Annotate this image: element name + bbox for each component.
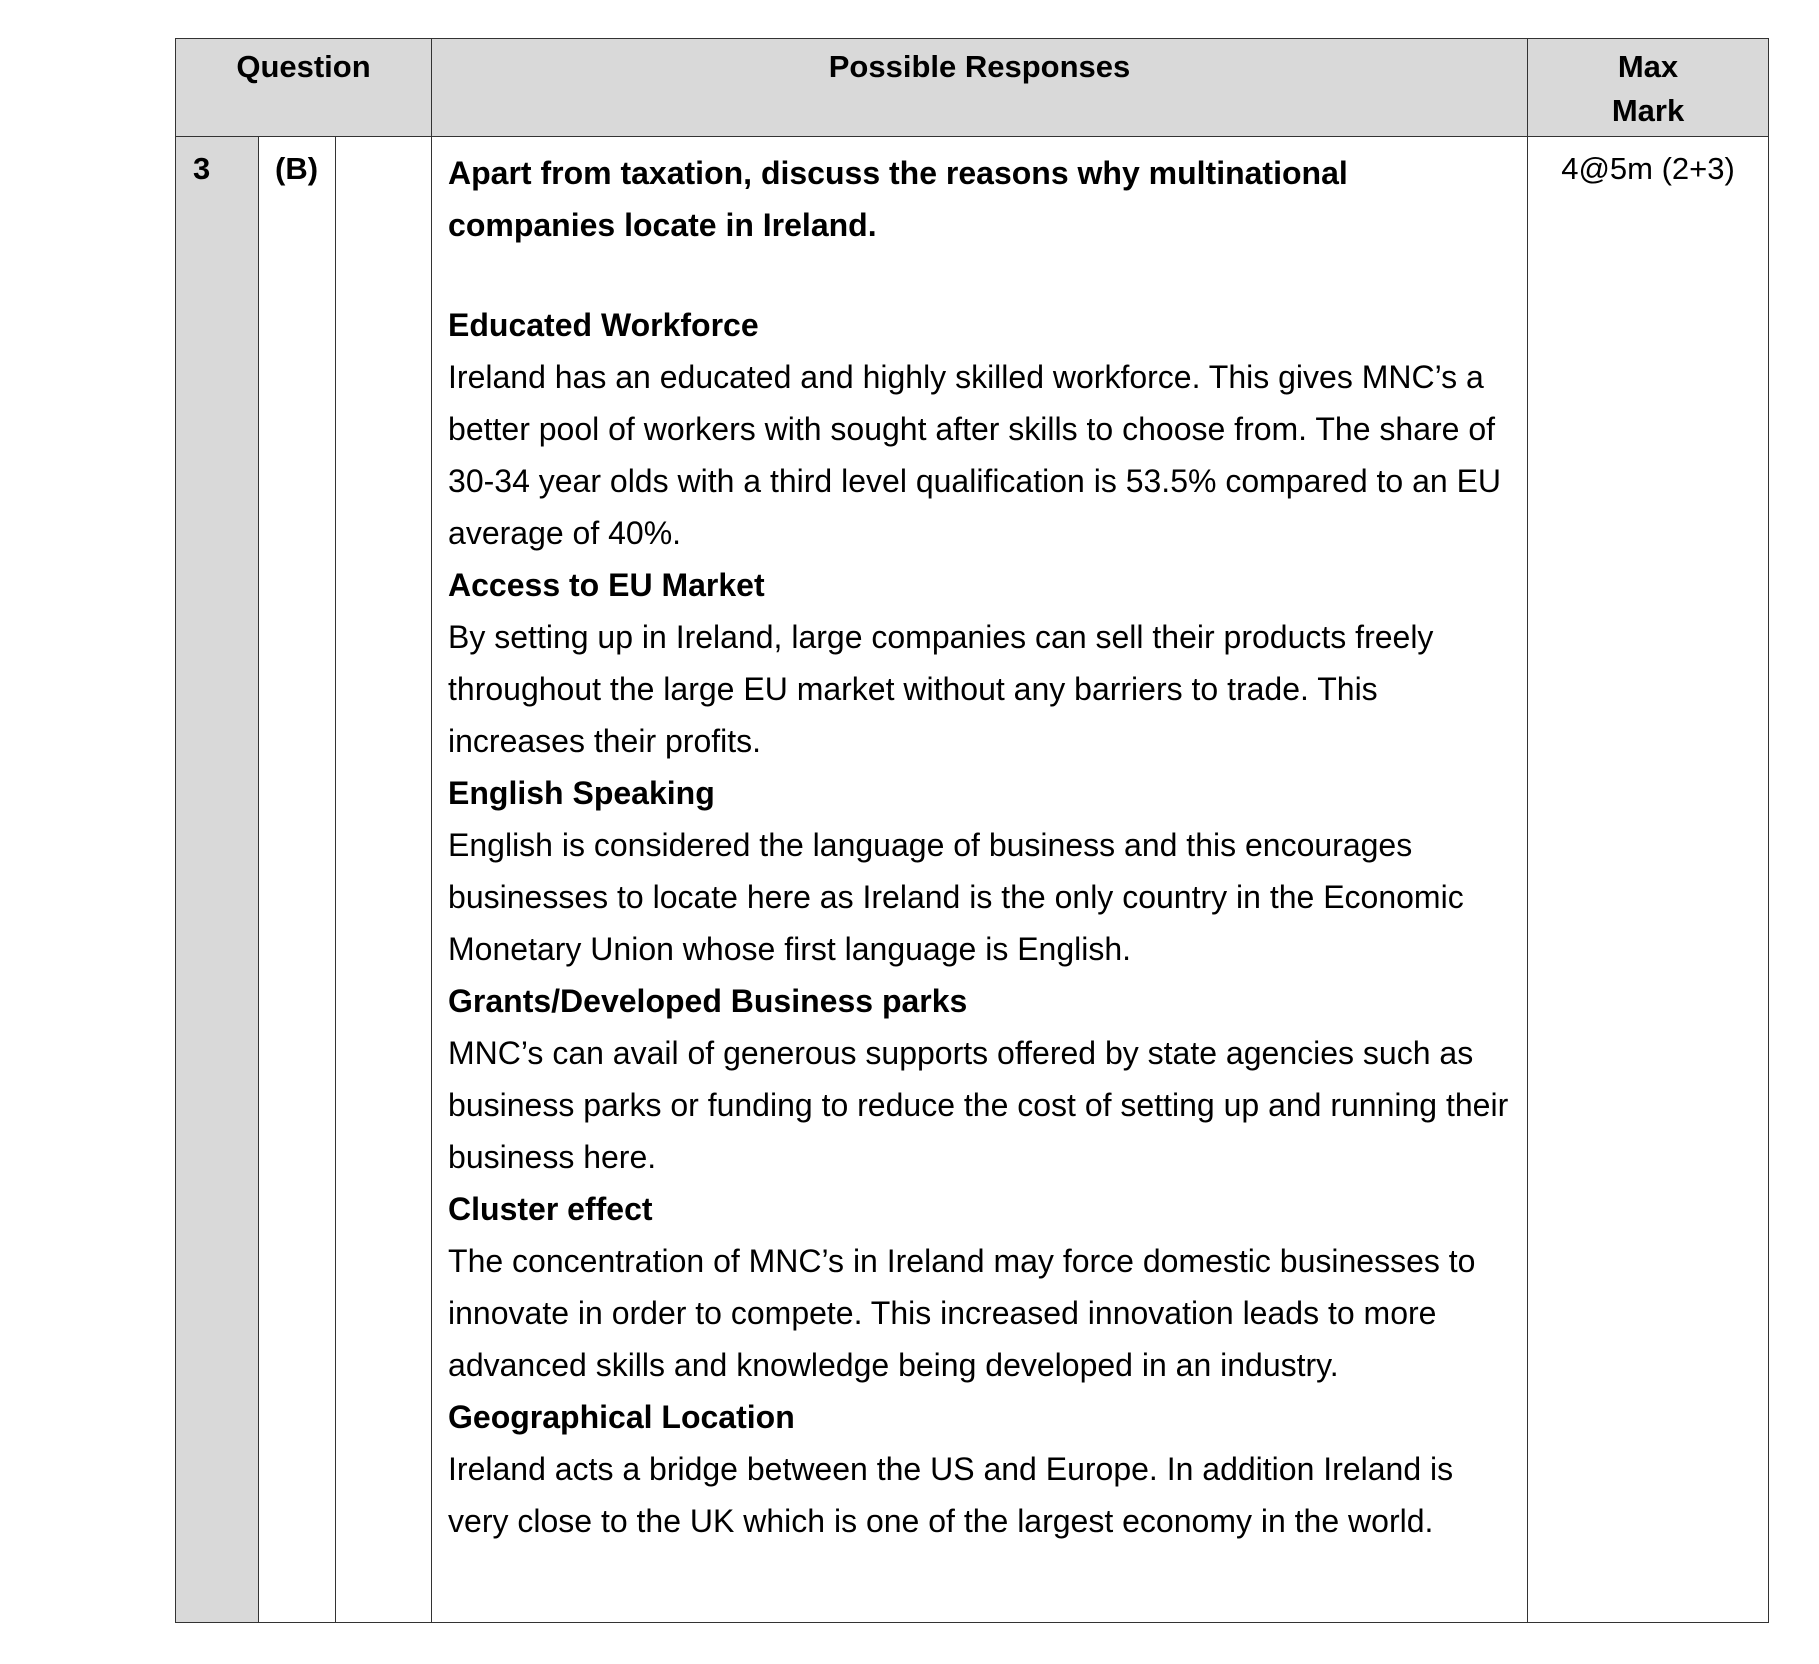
point-body: English is considered the language of business and this encourages businesses to locate here as Ireland is the only country in the Economic Monetary Union whose first language is English. bbox=[448, 827, 1464, 967]
question-subpart bbox=[336, 137, 432, 1623]
point-heading: Geographical Location bbox=[448, 1399, 795, 1435]
point-body: Ireland acts a bridge between the US and Europe. In addition Ireland is very close to the UK which is one of the largest economy in the world. bbox=[448, 1451, 1454, 1539]
point-heading: Access to EU Market bbox=[448, 567, 765, 603]
point-heading: Educated Workforce bbox=[448, 307, 759, 343]
possible-responses-cell bbox=[432, 137, 1528, 1623]
max-mark-header-line2: Mark bbox=[1611, 93, 1685, 128]
responses-column-header: Possible Responses bbox=[432, 39, 1528, 137]
question-number: 3 bbox=[176, 137, 259, 1623]
table-row bbox=[176, 137, 1769, 1623]
point-body: Ireland has an educated and highly skilled workforce. This gives MNC’s a better pool of workers with sought after skills to choose from. The share of 30-34 year olds with a third level qualification is 53.5% compared to an EU average of 40%. bbox=[448, 359, 1502, 551]
point-heading: English Speaking bbox=[448, 775, 715, 811]
question-column-header: Question bbox=[176, 39, 432, 137]
point-body: By setting up in Ireland, large companies can sell their products freely throughout the large EU market without any barriers to trade. This increases their profits. bbox=[448, 619, 1434, 759]
question-text: Apart from taxation, discuss the reasons why multinational companies locate in Ireland. bbox=[448, 155, 1348, 243]
question-part: (B) bbox=[259, 137, 336, 1623]
point-body: The concentration of MNC’s in Ireland may force domestic businesses to innovate in order to compete. This increased innovation leads to more advanced skills and knowledge being developed in an industry. bbox=[448, 1243, 1476, 1383]
point-body: MNC’s can avail of generous supports offered by state agencies such as business parks or funding to reduce the cost of setting up and running their business here. bbox=[448, 1035, 1509, 1175]
marking-scheme-table bbox=[175, 38, 1769, 1623]
point-heading: Cluster effect bbox=[448, 1191, 653, 1227]
point-heading: Grants/Developed Business parks bbox=[448, 983, 968, 1019]
max-mark-column-header bbox=[1528, 39, 1769, 137]
max-mark-header-line1: Max bbox=[1617, 49, 1679, 84]
max-mark-value: 4@5m (2+3) bbox=[1528, 137, 1769, 1623]
table-header-row bbox=[176, 39, 1769, 137]
